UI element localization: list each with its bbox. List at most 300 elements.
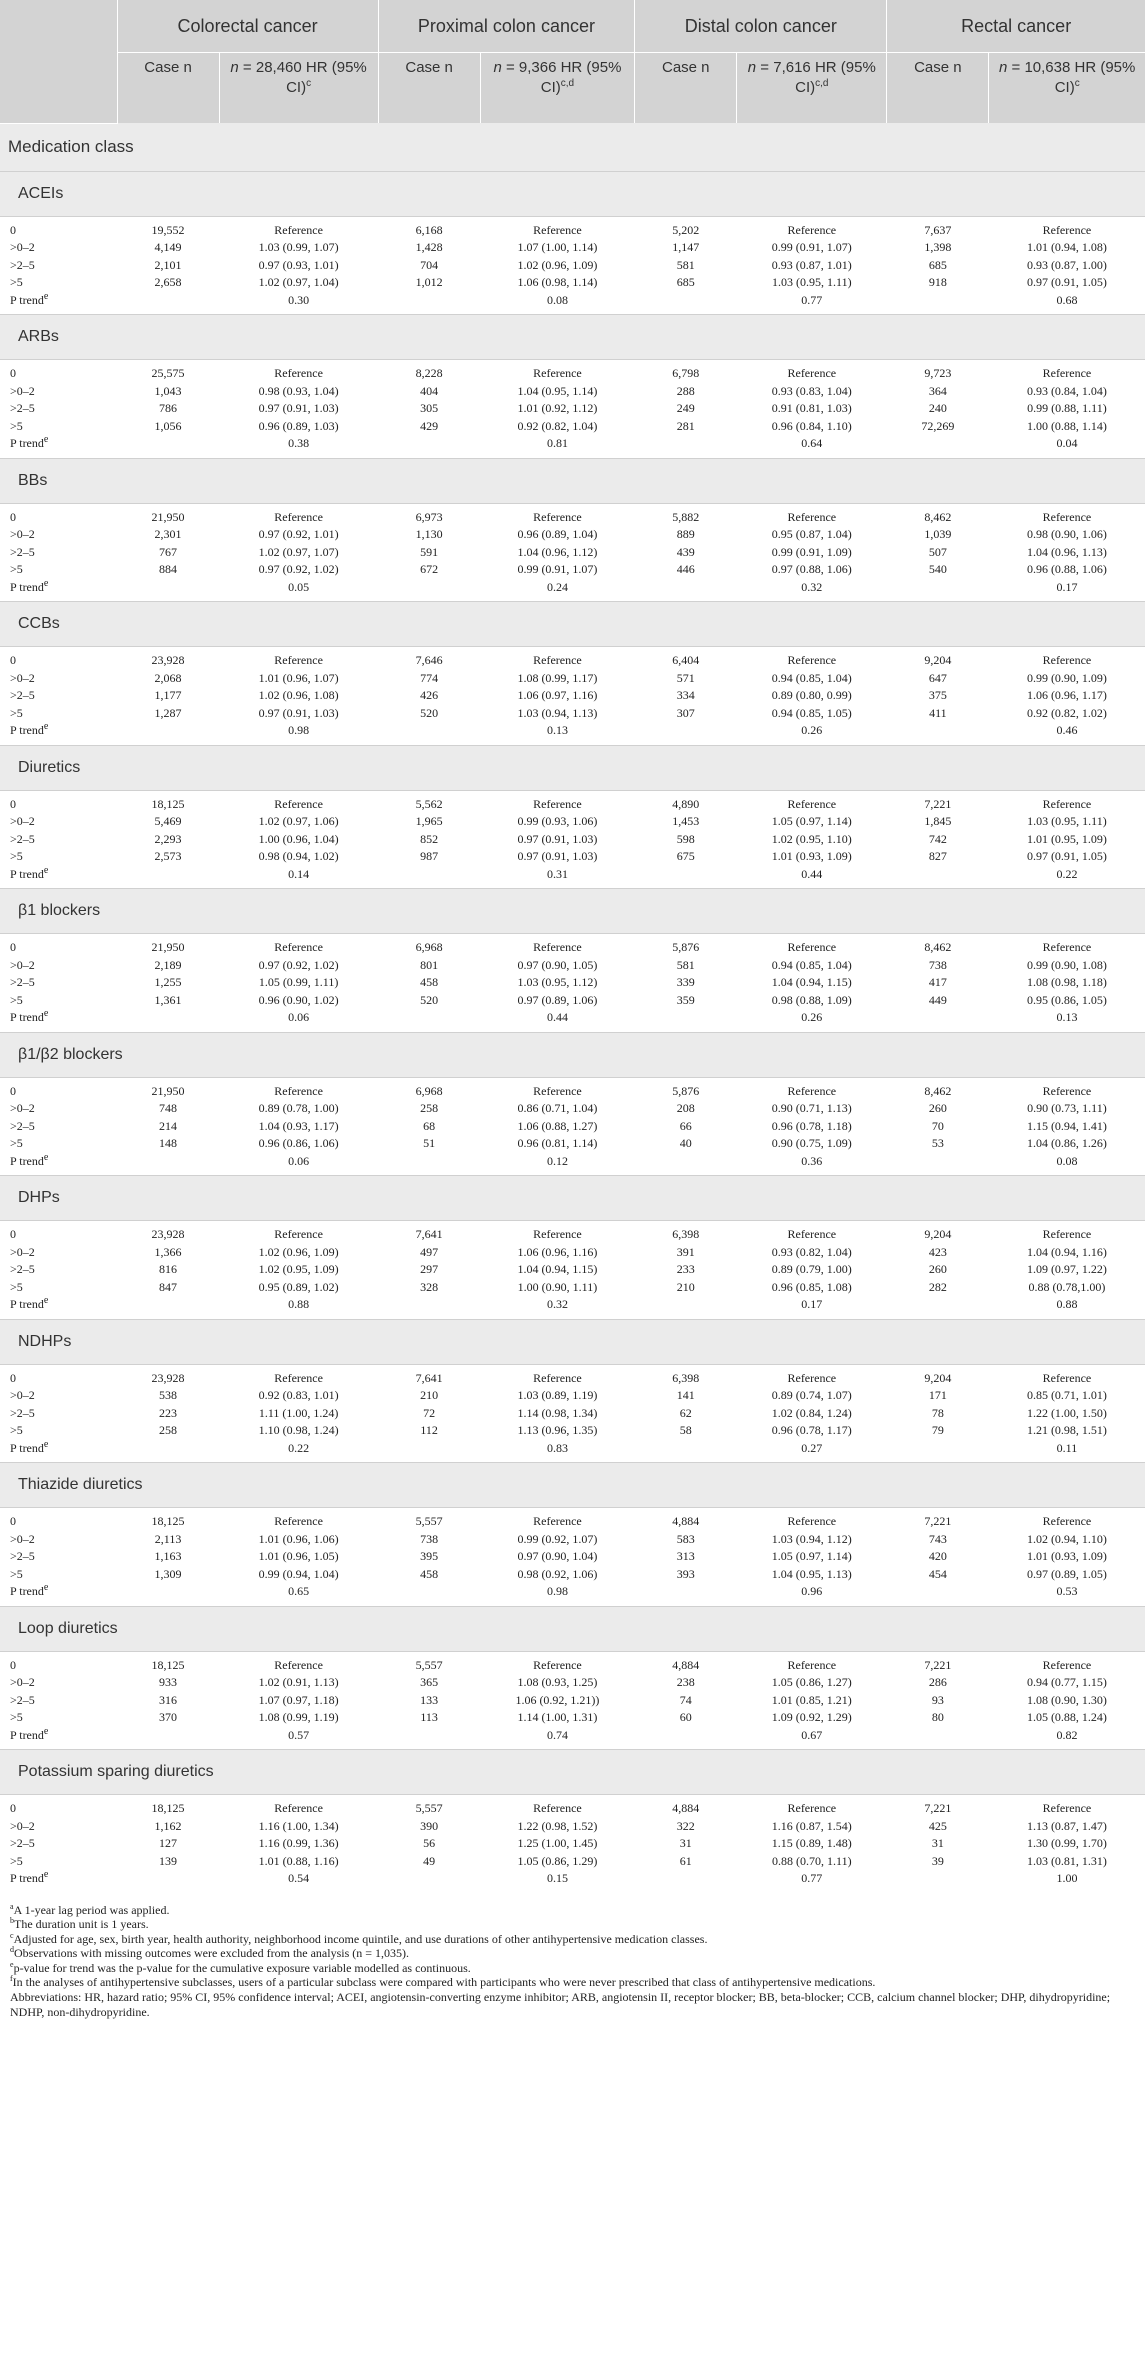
case-count-cell: 918 <box>928 275 947 290</box>
hr-cell: Reference <box>1042 509 1092 524</box>
hr-cell: 0.94 (0.85, 1.04) <box>771 670 852 685</box>
table-row <box>0 848 1145 866</box>
case-count-cell: 738 <box>420 1531 439 1546</box>
table-row <box>0 222 1145 240</box>
hr-cell: 0.94 (0.77, 1.15) <box>1026 1675 1107 1690</box>
case-count-cell: 93 <box>931 1692 944 1707</box>
case-count-cell: 210 <box>420 1388 439 1403</box>
hr-cell: 1.01 (0.93, 1.09) <box>771 849 852 864</box>
ptrend-value: 0.32 <box>801 579 823 594</box>
hr-cell: 1.02 (0.94, 1.10) <box>1026 1531 1107 1546</box>
hr-cell: Reference <box>1042 1657 1092 1672</box>
hr-cell: 1.03 (0.94, 1.13) <box>517 705 598 720</box>
hr-cell: 1.05 (0.86, 1.27) <box>771 1675 852 1690</box>
case-count-cell <box>117 1153 219 1171</box>
ptrend-label: P trend$^e$ <box>10 1151 49 1168</box>
table-row <box>0 1657 1145 1675</box>
footnote-marker: c,d <box>815 78 829 89</box>
group-cell <box>0 1606 1145 1651</box>
ptrend-row <box>0 1440 1145 1458</box>
case-count-cell: 7,221 <box>924 1801 952 1816</box>
hr-cell: 0.98 (0.90, 1.06) <box>1026 527 1107 542</box>
duration-label: >2–5 <box>10 1549 35 1564</box>
table-row <box>0 1370 1145 1388</box>
group-row <box>0 1463 1145 1508</box>
hr-cell: 0.93 (0.84, 1.04) <box>1026 383 1107 398</box>
ptrend-value: 0.96 <box>801 1584 823 1599</box>
case-count-cell: 5,882 <box>672 509 700 524</box>
hr-cell: 0.96 (0.81, 1.14) <box>517 1136 598 1151</box>
case-count-cell: 738 <box>928 957 947 972</box>
case-count-cell <box>635 1296 737 1314</box>
hr-ci-header: n = 9,366 HR (95% CI)$^{c,d}$ <box>480 53 635 124</box>
hr-cell: 0.97 (0.93, 1.01) <box>258 257 339 272</box>
footnote-text: Observations with missing outcomes were excluded from the analysis (n = 1,035). <box>14 1946 410 1961</box>
table-row <box>0 1244 1145 1262</box>
duration-label: >0–2 <box>10 1675 35 1690</box>
case-count-cell: 9,204 <box>924 1370 952 1385</box>
ptrend-row <box>0 292 1145 310</box>
hr-ci-header: n = 28,460 HR (95% CI)$^c$ <box>219 53 378 124</box>
footnote-marker: d <box>10 1945 14 1955</box>
case-count-cell: 21,950 <box>151 509 185 524</box>
case-count-cell: 51 <box>423 1136 436 1151</box>
case-count-cell <box>887 866 989 884</box>
hr-cell: 0.93 (0.83, 1.04) <box>771 383 852 398</box>
hr-cell: 0.99 (0.91, 1.09) <box>771 544 852 559</box>
case-count-cell: 1,255 <box>154 975 182 990</box>
table-row <box>0 939 1145 957</box>
hr-cell: Reference <box>533 1657 582 1672</box>
hr-cell: 0.96 (0.86, 1.06) <box>258 1136 339 1151</box>
hr-cell: 1.08 (0.99, 1.17) <box>517 670 598 685</box>
hr-cell: 0.97 (0.92, 1.01) <box>258 527 339 542</box>
table-row <box>0 1674 1145 1692</box>
case-count-cell: 1,162 <box>154 1818 182 1833</box>
case-count-cell: 748 <box>159 1101 178 1116</box>
table-row <box>0 974 1145 992</box>
table-row <box>0 670 1145 688</box>
case-count-cell: 282 <box>928 1279 947 1294</box>
hr-cell: Reference <box>1042 1514 1092 1529</box>
hr-cell: Reference <box>533 1370 582 1385</box>
table-row <box>0 544 1145 562</box>
case-count-cell: 112 <box>420 1423 438 1438</box>
case-count-cell <box>117 1440 219 1458</box>
hr-cell: 1.11 (1.00, 1.24) <box>258 1405 339 1420</box>
duration-label: >2–5 <box>10 831 35 846</box>
case-count-cell <box>117 1727 219 1745</box>
hr-cell: Reference <box>1042 1370 1092 1385</box>
hr-cell: Reference <box>274 1083 323 1098</box>
hr-cell: 1.08 (0.98, 1.18) <box>1026 975 1107 990</box>
duration-label: >0–2 <box>10 527 35 542</box>
hr-cell: 0.94 (0.85, 1.05) <box>771 705 852 720</box>
case-count-cell: 78 <box>931 1405 944 1420</box>
case-count-cell: 4,884 <box>672 1801 700 1816</box>
table-row <box>0 400 1145 418</box>
ptrend-value: 0.22 <box>288 1440 310 1455</box>
hr-cell: Reference <box>274 796 323 811</box>
hr-cell: 1.01 (0.96, 1.06) <box>258 1531 339 1546</box>
hr-cell: 1.14 (1.00, 1.31) <box>517 1710 598 1725</box>
duration-label: >0–2 <box>10 1101 35 1116</box>
case-count-cell <box>887 1870 989 1888</box>
hr-cell: Reference <box>533 653 582 668</box>
case-count-cell: 774 <box>420 670 439 685</box>
case-count-cell: 1,130 <box>415 527 443 542</box>
hr-cell: 0.96 (0.84, 1.10) <box>771 418 852 433</box>
footnote-text: Adjusted for age, sex, birth year, health authority, neighborhood income quintile, and use durations of other antihypertensive medication classes. <box>13 1931 708 1946</box>
ptrend-value: 0.98 <box>546 1584 568 1599</box>
duration-label: 0 <box>10 1370 16 1385</box>
hr-cell: 0.97 (0.91, 1.03) <box>258 705 339 720</box>
hr-cell: 1.04 (0.95, 1.13) <box>771 1566 852 1581</box>
duration-label: >5 <box>10 1136 23 1151</box>
table-row <box>0 1405 1145 1423</box>
case-count-cell <box>635 435 737 453</box>
case-count-cell: 210 <box>676 1279 695 1294</box>
case-count-cell: 1,147 <box>672 240 700 255</box>
case-count-cell: 540 <box>928 562 947 577</box>
case-count-cell: 5,557 <box>415 1801 443 1816</box>
case-count-cell: 288 <box>676 383 695 398</box>
footnote-marker: c <box>1074 78 1080 89</box>
case-count-cell <box>887 1296 989 1314</box>
ptrend-label: P trend$^e$ <box>10 1869 49 1886</box>
case-count-cell: 5,876 <box>672 1083 700 1098</box>
case-count-cell: 7,637 <box>924 222 952 237</box>
n-symbol: n <box>493 59 502 76</box>
hr-cell: 1.03 (0.95, 1.11) <box>772 275 852 290</box>
case-count-cell: 328 <box>420 1279 439 1294</box>
case-count-cell: 72 <box>423 1405 436 1420</box>
case-count-cell: 6,968 <box>415 940 443 955</box>
footnote-e <box>10 1961 1135 1976</box>
hr-cell: 0.92 (0.82, 1.04) <box>517 418 598 433</box>
case-count-cell: 390 <box>420 1818 439 1833</box>
table-row <box>0 1566 1145 1584</box>
case-count-cell: 786 <box>159 401 178 416</box>
ptrend-row <box>0 1583 1145 1601</box>
hr-cell: 1.08 (0.90, 1.30) <box>1026 1692 1107 1707</box>
duration-label: >5 <box>10 562 23 577</box>
group-label: ARBs <box>18 328 59 345</box>
hr-cell: 1.00 (0.88, 1.14) <box>1026 418 1107 433</box>
case-count-cell: 133 <box>420 1692 439 1707</box>
hr-cell: Reference <box>533 940 582 955</box>
case-count-cell: 1,309 <box>154 1566 182 1581</box>
case-count-cell: 675 <box>676 849 695 864</box>
table-row <box>0 257 1145 275</box>
case-count-cell: 852 <box>420 831 439 846</box>
duration-label: >2–5 <box>10 975 35 990</box>
case-count-cell: 286 <box>928 1675 947 1690</box>
hr-cell: 1.00 (0.96, 1.04) <box>258 831 339 846</box>
footnote-b <box>10 1917 1135 1932</box>
hr-cell: Reference <box>1042 796 1092 811</box>
case-count-cell: 454 <box>928 1566 947 1581</box>
group-row <box>0 745 1145 790</box>
hr-cell: 1.03 (0.95, 1.11) <box>1027 814 1107 829</box>
ptrend-value: 0.26 <box>801 723 823 738</box>
table-row <box>0 509 1145 527</box>
hr-cell: 1.07 (1.00, 1.14) <box>517 240 598 255</box>
hr-cell: 0.98 (0.88, 1.09) <box>771 992 852 1007</box>
case-count-cell: 53 <box>931 1136 944 1151</box>
hr-cell: 0.89 (0.79, 1.00) <box>771 1262 852 1277</box>
case-count-cell: 801 <box>420 957 439 972</box>
ptrend-value: 0.54 <box>288 1871 310 1886</box>
case-count-cell <box>378 1296 480 1314</box>
ptrend-row <box>0 722 1145 740</box>
case-count-cell <box>887 1440 989 1458</box>
case-count-cell: 1,366 <box>154 1244 182 1259</box>
ptrend-row <box>0 1296 1145 1314</box>
hr-cell: 1.04 (0.86, 1.26) <box>1026 1136 1107 1151</box>
case-count-cell <box>117 1583 219 1601</box>
case-count-cell: 21,950 <box>151 940 185 955</box>
hr-cell: 1.25 (1.00, 1.45) <box>517 1836 598 1851</box>
case-count-cell: 672 <box>420 562 439 577</box>
case-count-cell: 538 <box>159 1388 178 1403</box>
hr-cell: 1.04 (0.94, 1.16) <box>1026 1244 1107 1259</box>
hr-cell: 0.88 (0.78,1.00) <box>1028 1279 1106 1294</box>
case-count-cell <box>117 435 219 453</box>
hr-cell: Reference <box>787 940 837 955</box>
table-row <box>0 957 1145 975</box>
case-count-cell: 420 <box>928 1549 947 1564</box>
group-cell <box>0 1463 1145 1508</box>
footnote-text: p-value for trend was the p-value for the cumulative exposure variable modelled as continuous. <box>13 1960 471 1975</box>
case-count-cell: 79 <box>931 1423 944 1438</box>
hr-cell: 0.99 (0.94, 1.04) <box>258 1566 339 1581</box>
case-count-cell: 429 <box>420 418 439 433</box>
group-label: DHPs <box>18 1189 60 1206</box>
hr-cell: 0.99 (0.93, 1.06) <box>517 814 598 829</box>
case-count-cell: 507 <box>928 544 947 559</box>
group-row <box>0 315 1145 360</box>
hr-cell: 0.91 (0.81, 1.03) <box>771 401 852 416</box>
case-count-cell: 391 <box>676 1244 695 1259</box>
hr-cell: 0.98 (0.94, 1.02) <box>258 849 339 864</box>
table-row <box>0 796 1145 814</box>
duration-label: >2–5 <box>10 544 35 559</box>
duration-label: >2–5 <box>10 257 35 272</box>
n-symbol: n <box>747 59 757 76</box>
footnote-marker: e <box>43 434 49 446</box>
case-count-cell <box>635 1009 737 1027</box>
hr-cell: Reference <box>533 1801 582 1816</box>
case-count-cell: 18,125 <box>151 796 185 811</box>
case-count-cell: 113 <box>420 1710 438 1725</box>
footnote-marker: e <box>43 1725 49 1737</box>
ptrend-value: 0.77 <box>801 292 823 307</box>
hr-cell: 0.96 (0.85, 1.08) <box>771 1279 852 1294</box>
group-header-proximal: Proximal colon cancer <box>378 0 635 53</box>
case-count-cell: 297 <box>420 1262 439 1277</box>
table-row <box>0 1513 1145 1531</box>
duration-label: >5 <box>10 992 23 1007</box>
ptrend-value: 0.05 <box>288 579 310 594</box>
hr-cell: 0.94 (0.85, 1.04) <box>771 957 852 972</box>
case-count-cell <box>117 1870 219 1888</box>
case-count-cell: 208 <box>676 1101 695 1116</box>
hr-cell: Reference <box>1042 366 1092 381</box>
ptrend-value: 0.27 <box>801 1440 823 1455</box>
table-row <box>0 1853 1145 1871</box>
hr-cell: Reference <box>1042 653 1092 668</box>
duration-label: 0 <box>10 1083 16 1098</box>
hr-cell: 1.02 (0.91, 1.13) <box>258 1675 339 1690</box>
ptrend-value: 0.30 <box>288 292 310 307</box>
case-count-cell: 214 <box>159 1118 178 1133</box>
hr-cell: 1.14 (0.98, 1.34) <box>517 1405 598 1420</box>
case-count-cell: 1,428 <box>415 240 443 255</box>
case-count-cell: 23,928 <box>151 653 185 668</box>
case-count-cell: 889 <box>676 527 695 542</box>
hr-cell: 0.99 (0.90, 1.08) <box>1026 957 1107 972</box>
case-count-cell: 233 <box>676 1262 695 1277</box>
case-count-cell <box>378 1727 480 1745</box>
hr-cell: 0.88 (0.70, 1.11) <box>772 1853 852 1868</box>
case-count-cell: 171 <box>928 1388 947 1403</box>
case-count-cell: 767 <box>159 544 178 559</box>
hr-cell: 1.08 (0.93, 1.25) <box>517 1675 598 1690</box>
ptrend-value: 0.13 <box>546 723 568 738</box>
case-count-cell: 260 <box>928 1262 947 1277</box>
case-count-cell <box>378 722 480 740</box>
case-n-header: Case n <box>117 53 219 124</box>
case-count-cell: 6,398 <box>672 1370 700 1385</box>
ptrend-value: 0.65 <box>288 1584 310 1599</box>
hr-cell: 1.01 (0.94, 1.08) <box>1026 240 1107 255</box>
ptrend-value: 0.88 <box>288 1297 310 1312</box>
duration-label: >2–5 <box>10 688 35 703</box>
group-cell <box>0 1176 1145 1221</box>
hr-cell: 1.06 (0.97, 1.16) <box>517 688 598 703</box>
case-count-cell: 423 <box>928 1244 947 1259</box>
ptrend-row <box>0 1153 1145 1171</box>
case-count-cell: 6,973 <box>415 509 443 524</box>
hr-cell: 1.22 (0.98, 1.52) <box>517 1818 598 1833</box>
group-row <box>0 1319 1145 1364</box>
footnote-marker: c,d <box>560 78 575 89</box>
case-count-cell: 240 <box>928 401 947 416</box>
case-count-cell: 40 <box>679 1136 692 1151</box>
footnote-marker: e <box>10 1959 14 1969</box>
hr-cell: Reference <box>1042 222 1092 237</box>
hr-cell: 1.06 (0.96, 1.16) <box>517 1244 598 1259</box>
ptrend-value: 0.12 <box>546 1153 568 1168</box>
hr-cell: 0.97 (0.92, 1.02) <box>258 562 339 577</box>
case-count-cell <box>117 1296 219 1314</box>
duration-label: 0 <box>10 1801 16 1816</box>
case-count-cell: 446 <box>676 562 695 577</box>
hr-cell: 0.96 (0.88, 1.06) <box>1026 562 1107 577</box>
group-row <box>0 171 1145 216</box>
table-row <box>0 831 1145 849</box>
hr-cell: Reference <box>787 1083 837 1098</box>
hr-cell: Reference <box>787 1657 837 1672</box>
case-count-cell: 68 <box>423 1118 436 1133</box>
ptrend-value: 0.17 <box>1056 579 1078 594</box>
case-count-cell: 6,968 <box>415 1083 443 1098</box>
case-count-cell: 18,125 <box>151 1801 185 1816</box>
case-count-cell: 581 <box>676 957 695 972</box>
case-count-cell: 395 <box>420 1549 439 1564</box>
hr-cell: 1.05 (0.97, 1.14) <box>771 814 852 829</box>
group-label: Diuretics <box>18 758 81 776</box>
group-cell <box>0 1032 1145 1077</box>
hr-cell: 0.99 (0.91, 1.07) <box>771 240 852 255</box>
case-count-cell <box>887 1009 989 1027</box>
case-count-cell: 375 <box>928 688 947 703</box>
case-count-cell: 359 <box>676 992 695 1007</box>
ptrend-value: 0.13 <box>1056 1010 1078 1025</box>
case-count-cell <box>378 866 480 884</box>
duration-label: >0–2 <box>10 1531 35 1546</box>
case-count-cell: 497 <box>420 1244 439 1259</box>
group-cell <box>0 745 1145 790</box>
table-row <box>0 1083 1145 1101</box>
ptrend-value: 0.22 <box>1056 866 1078 881</box>
case-count-cell: 9,204 <box>924 1227 952 1242</box>
case-count-cell: 18,125 <box>151 1514 185 1529</box>
hr-cell: Reference <box>274 1370 323 1385</box>
table-row <box>0 1818 1145 1836</box>
case-count-cell: 520 <box>420 705 439 720</box>
case-count-cell: 393 <box>676 1566 695 1581</box>
subheader-row <box>0 53 1145 124</box>
hr-cell: Reference <box>787 653 837 668</box>
hr-cell: Reference <box>787 222 837 237</box>
footnote-marker: e <box>43 1438 49 1450</box>
case-count-cell: 305 <box>420 401 439 416</box>
hr-cell: 1.05 (0.97, 1.14) <box>771 1549 852 1564</box>
case-count-cell <box>635 579 737 597</box>
group-label: ACEIs <box>18 184 64 202</box>
case-count-cell: 404 <box>420 383 439 398</box>
case-count-cell <box>378 1153 480 1171</box>
hr-cell: 0.96 (0.89, 1.04) <box>517 527 598 542</box>
case-count-cell: 742 <box>928 831 947 846</box>
duration-label: >0–2 <box>10 383 35 398</box>
table-row <box>0 239 1145 257</box>
medication-class-label: Medication class <box>0 123 1145 171</box>
ptrend-value: 0.36 <box>801 1153 823 1168</box>
case-count-cell: 141 <box>676 1388 695 1403</box>
case-count-cell: 5,557 <box>415 1657 443 1672</box>
hr-cell: Reference <box>1042 1083 1092 1098</box>
group-row <box>0 1032 1145 1077</box>
duration-label: >0–2 <box>10 670 35 685</box>
hr-cell: 1.03 (0.95, 1.12) <box>517 975 598 990</box>
group-header-colorectal: Colorectal cancer <box>117 0 378 53</box>
case-count-cell: 39 <box>931 1853 944 1868</box>
table-row <box>0 418 1145 436</box>
hr-cell: 1.02 (0.96, 1.09) <box>517 257 598 272</box>
table-row <box>0 526 1145 544</box>
hr-cell: Reference <box>787 1370 837 1385</box>
ptrend-value: 0.44 <box>546 1010 568 1025</box>
duration-label: >2–5 <box>10 1836 35 1851</box>
footnote-marker: e <box>43 1582 49 1594</box>
table-row <box>0 1800 1145 1818</box>
ptrend-value: 0.06 <box>288 1010 310 1025</box>
table-row <box>0 1692 1145 1710</box>
hr-cell: 1.08 (0.99, 1.19) <box>258 1710 339 1725</box>
